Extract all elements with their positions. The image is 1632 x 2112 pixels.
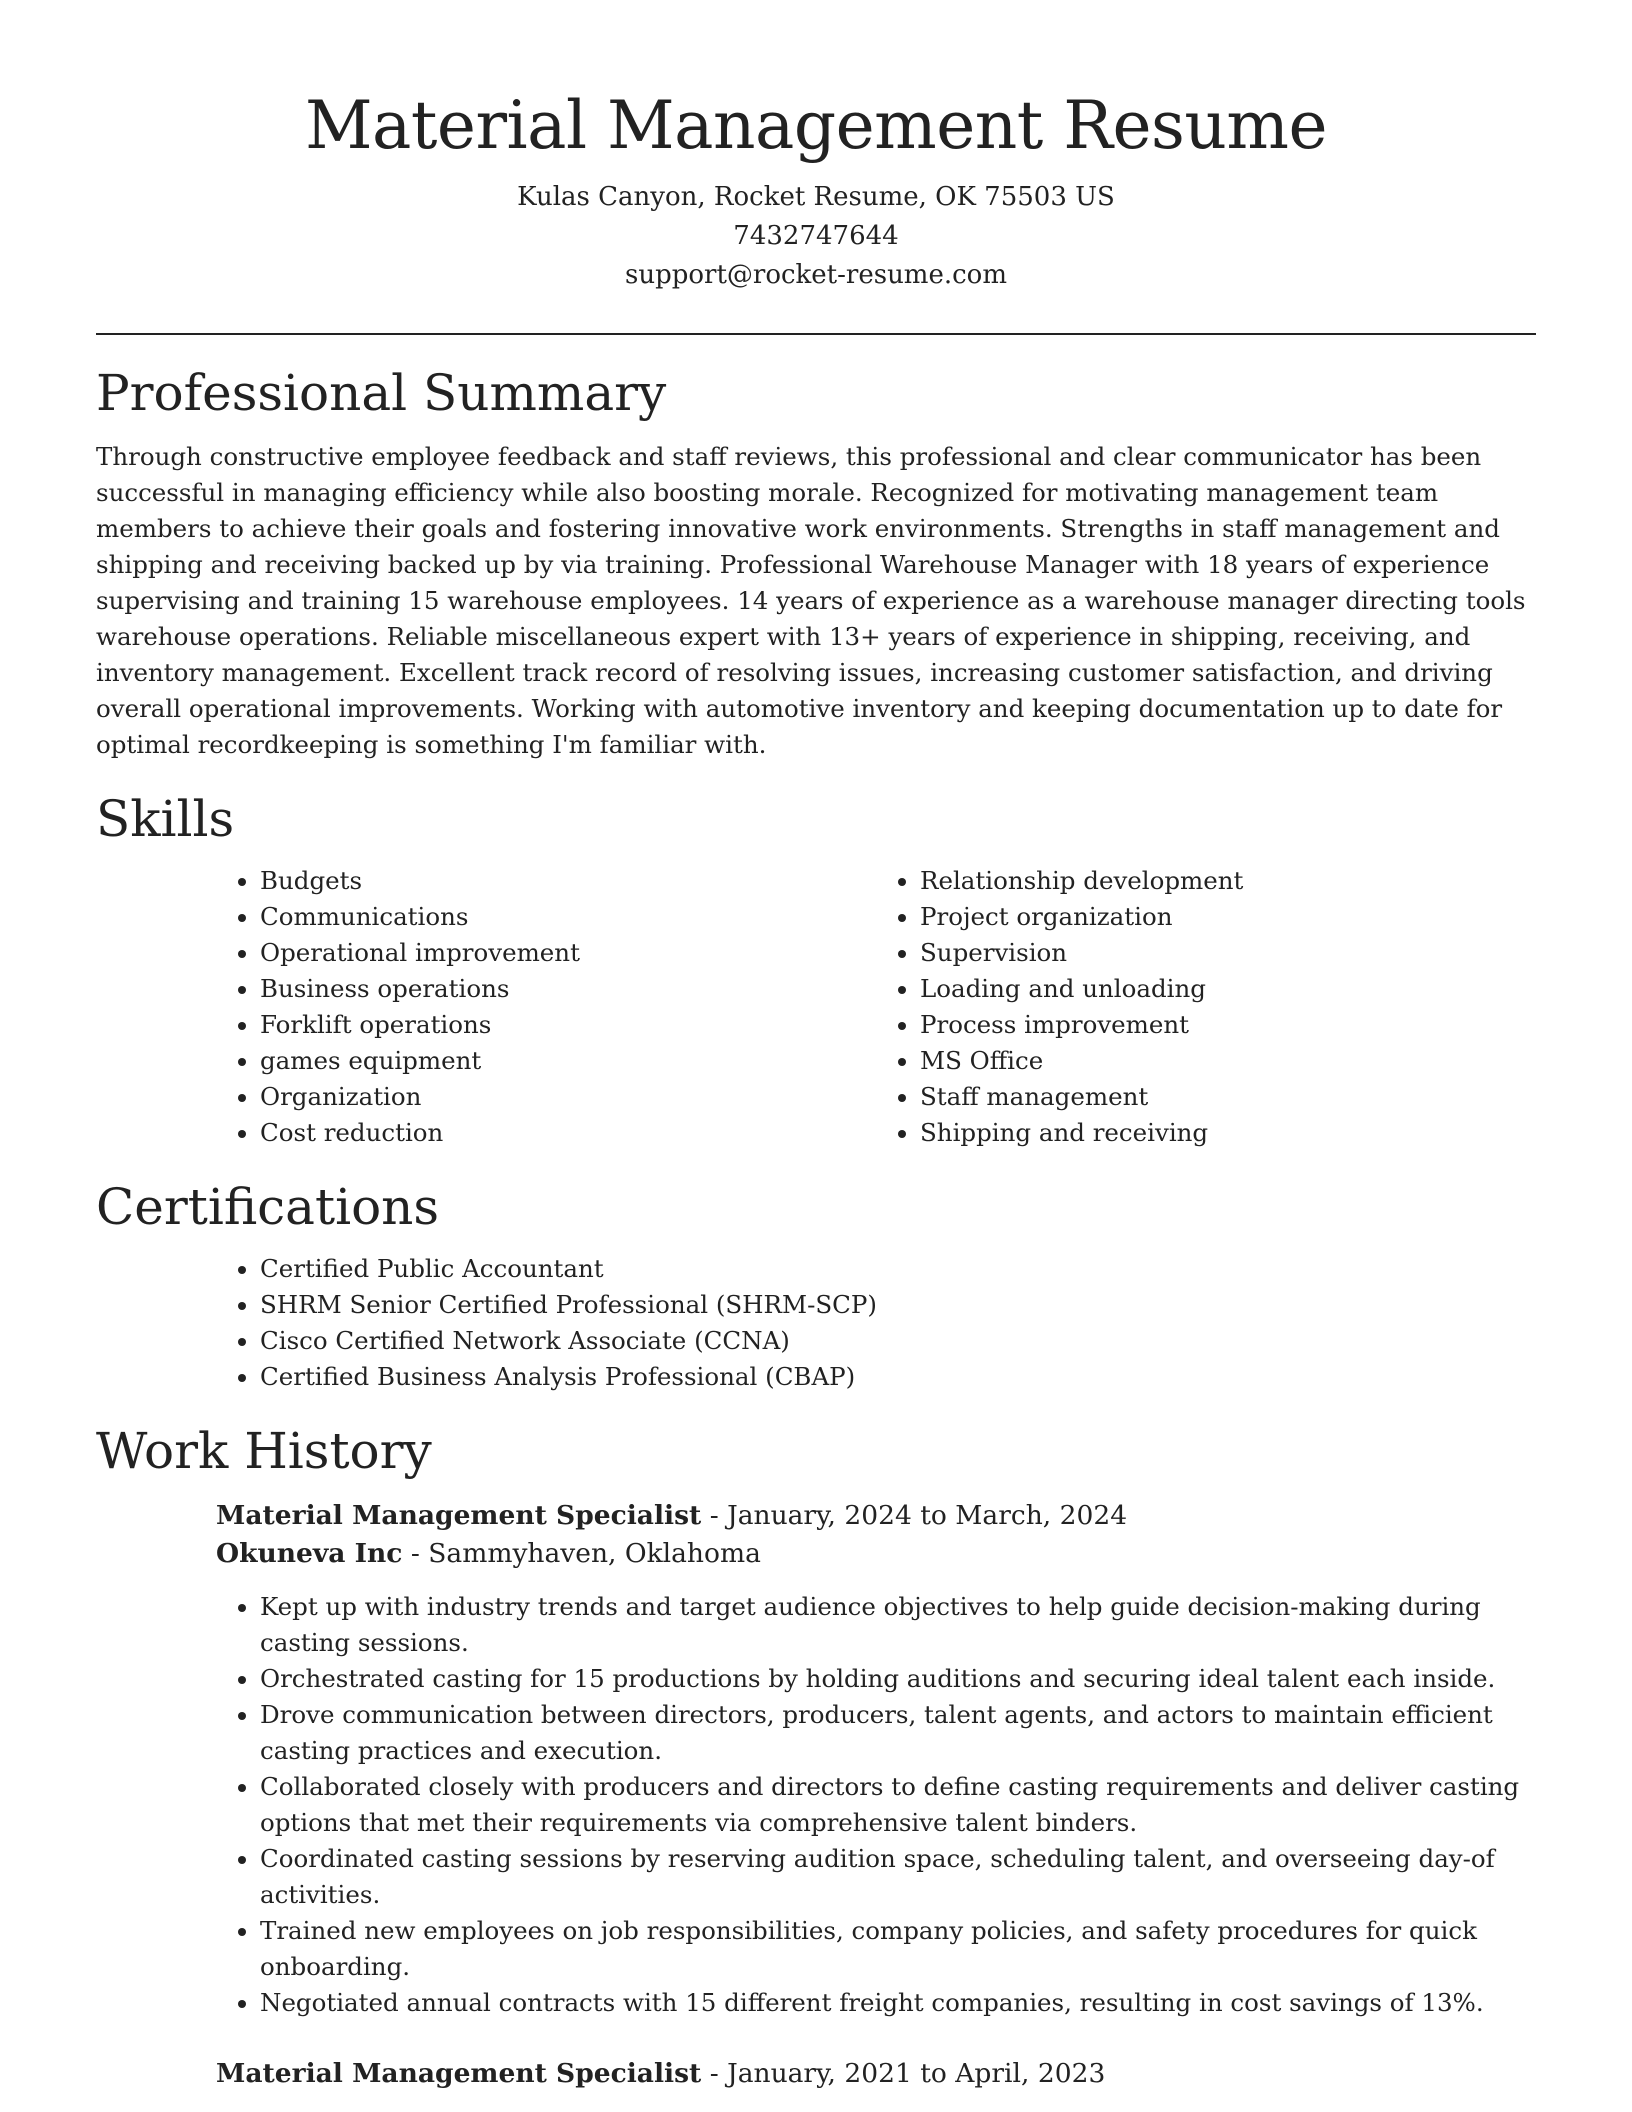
job-bullet: • Orchestrated casting for 15 productions by holding auditions and securing ideal talent each inside. bbox=[260, 1661, 1536, 1697]
job-title: Material Management Specialist bbox=[216, 2058, 702, 2089]
skill-item: • Business operations bbox=[260, 971, 876, 1007]
job-bullet: • Trained new employees on job responsibilities, company policies, and safety procedures for quick onboarding. bbox=[260, 1913, 1536, 1985]
job-bullet: • Negotiated annual contracts with 15 different freight companies, resulting in cost savings of 13%. bbox=[260, 1985, 1536, 2021]
skills-heading: Skills bbox=[96, 790, 235, 848]
certification-item: • Certified Business Analysis Professional (CBAP) bbox=[260, 1359, 1536, 1395]
separator: - bbox=[701, 2058, 728, 2089]
skill-item: • Organization bbox=[260, 1079, 876, 1115]
certification-item: • SHRM Senior Certified Professional (SHRM-SCP) bbox=[260, 1287, 1536, 1323]
job-bullet: • Kept up with industry trends and target audience objectives to help guide decision-making during casting sessions. bbox=[260, 1589, 1536, 1661]
certifications-section bbox=[96, 1175, 1536, 1395]
skill-item: • Relationship development bbox=[920, 863, 1536, 899]
job-dates: January, 2021 to April, 2023 bbox=[727, 2058, 1106, 2089]
job-bullet: • Drove communication between directors, producers, talent agents, and actors to maintain efficient casting practices and execution. bbox=[260, 1697, 1536, 1769]
skill-item: • Process improvement bbox=[920, 1007, 1536, 1043]
certification-item: • Cisco Certified Network Associate (CCNA) bbox=[260, 1323, 1536, 1359]
job-entry bbox=[216, 1497, 1536, 2021]
skill-item: • Communications bbox=[260, 899, 876, 935]
contact-block bbox=[96, 178, 1536, 295]
jobs-list bbox=[216, 1497, 1536, 2093]
summary-section bbox=[96, 361, 1536, 763]
certification-item: • Certified Public Accountant bbox=[260, 1251, 1536, 1287]
job-entry bbox=[216, 2055, 1536, 2093]
summary-text: Through constructive employee feedback and staff reviews, this professional and clear communicator has been successful in managing efficiency while also boosting morale. Recognized for motivating management team members to achieve their goals and fostering innovative work environments. Strengths in staff management and shipping and receiving backed up by via training. Professional Warehouse Manager with 18 years of experience supervising and training 15 warehouse employees. 14 years of experience as a warehouse manager directing tools warehouse operations. Reliable miscellaneous expert with 13+ years of experience in shipping, receiving, and inventory management. Excellent track record of resolving issues, increasing customer satisfaction, and driving overall operational improvements. Working with automotive inventory and keeping documentation up to date for optimal recordkeeping is something I'm familiar with. bbox=[96, 442, 1526, 759]
skill-item: • Supervision bbox=[920, 935, 1536, 971]
certifications-list bbox=[216, 1251, 1536, 1395]
skills-grid bbox=[216, 863, 1536, 1151]
skills-list-right bbox=[876, 863, 1536, 1151]
skill-item: • games equipment bbox=[260, 1043, 876, 1079]
work-history-section bbox=[96, 1419, 1536, 2093]
skill-item: • Loading and unloading bbox=[920, 971, 1536, 1007]
skill-item: • Forklift operations bbox=[260, 1007, 876, 1043]
address: Kulas Canyon, Rocket Resume, OK 75503 US bbox=[517, 182, 1115, 212]
job-title-line bbox=[216, 1497, 1536, 1535]
resume-page bbox=[96, 0, 1536, 2093]
job-title: Material Management Specialist bbox=[216, 1500, 702, 1531]
phone-number: 7432747644 bbox=[733, 221, 899, 251]
job-bullet: • Collaborated closely with producers and directors to define casting requirements and deliver casting options that met their requirements via comprehensive talent binders. bbox=[260, 1769, 1536, 1841]
skills-list-left bbox=[216, 863, 876, 1151]
company-name: Okuneva Inc bbox=[216, 1538, 403, 1569]
job-title-line bbox=[216, 2055, 1536, 2093]
skill-item: • Budgets bbox=[260, 863, 876, 899]
separator: - bbox=[701, 1500, 728, 1531]
company-location: Sammyhaven, Oklahoma bbox=[428, 1538, 761, 1569]
summary-heading: Professional Summary bbox=[96, 364, 667, 422]
work-history-heading: Work History bbox=[96, 1422, 432, 1480]
job-bullet: • Coordinated casting sessions by reserving audition space, scheduling talent, and overseeing day-of activities. bbox=[260, 1841, 1536, 1913]
job-company-line bbox=[216, 1535, 1536, 1573]
skills-section bbox=[96, 787, 1536, 1151]
resume-title: Material Management Resume bbox=[304, 87, 1328, 164]
separator: - bbox=[402, 1538, 429, 1569]
header-divider bbox=[96, 333, 1536, 335]
job-dates: January, 2024 to March, 2024 bbox=[727, 1500, 1128, 1531]
skill-item: • MS Office bbox=[920, 1043, 1536, 1079]
skill-item: • Staff management bbox=[920, 1079, 1536, 1115]
email-address: support@rocket-resume.com bbox=[624, 260, 1007, 290]
resume-header bbox=[96, 0, 1536, 295]
job-bullets bbox=[216, 1589, 1536, 2021]
skill-item: • Project organization bbox=[920, 899, 1536, 935]
certifications-heading: Certifications bbox=[96, 1178, 440, 1236]
skill-item: • Cost reduction bbox=[260, 1115, 876, 1151]
skill-item: • Shipping and receiving bbox=[920, 1115, 1536, 1151]
skill-item: • Operational improvement bbox=[260, 935, 876, 971]
